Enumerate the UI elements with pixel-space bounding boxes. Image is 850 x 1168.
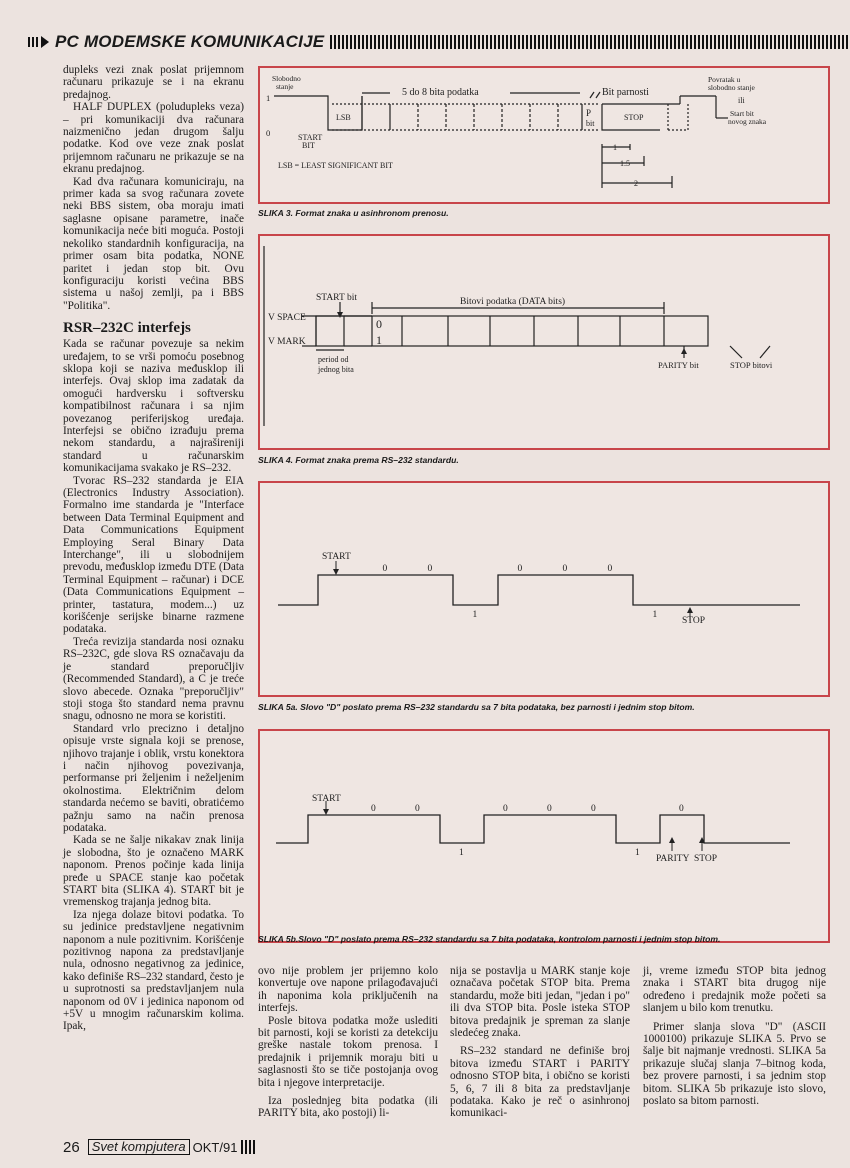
fig5a-bit-label: 0 [517,564,523,574]
fig5b-waveform [276,815,790,843]
figure-4-frame [258,234,830,450]
fig3-lsb-legend: LSB = LEAST SIGNIFICANT BIT [278,161,393,170]
paragraph: dupleks vezi znak poslat prijemnom računaru prikazuje se i na ekranu predajnog. [63,64,244,101]
fig3-start: START [298,133,323,142]
fig3-zero: 0 [266,128,271,138]
fig3-data-bits: 5 do 8 bita podatka [402,87,479,98]
fig4-start-bit: START bit [316,293,357,303]
paragraph: ovo nije problem jer prijemno kolo konvertuje ove napone prilagođavajući ih naponima kola priključenih na interfejs. [258,965,438,1015]
fig4-stop: STOP bitovi [730,360,773,370]
header-arrow-icon [41,36,49,48]
paragraph: RS–232 standard ne definiše broj bitova između START i PARITY odnosno STOP bita, i obično se koristi 5, 6, 7 ili 8 bita za predstavljanje podataka. Kako je reč o asinhronoj komunikaci- [450,1045,630,1120]
fig3-dur-2: 2 [634,179,638,188]
fig4-parity: PARITY bit [658,360,699,370]
page-footer [63,1137,257,1157]
bottom-text-column-1 [258,965,438,1133]
page-header [28,32,842,52]
fig3-parity-bit: Bit parnosti [602,87,649,98]
fig3-lsb: LSB [336,113,351,122]
fig3-stop: STOP [624,113,644,122]
figure-5b-diagram [260,731,828,941]
fig3-return-idle: slobodno stanje [708,83,755,92]
figure-5a-frame [258,481,830,697]
header-title: PC MODEMSKE KOMUNIKACIJE [55,32,325,51]
issue-label: OKT/91 [192,1139,238,1155]
fig5a-start: START [322,552,351,562]
fig5b-bit-label: 0 [547,804,552,814]
paragraph: nija se postavlja u MARK stanje koje označava početak STOP bita. Prema standardu, može biti jedan, "jedan i po" ili dva STOP bita. Posle isteka STOP bitova predajnik je spreman za slanje sledećeg znaka. [450,965,630,1040]
bottom-text-column-2 [450,965,630,1133]
fig3-dur-1: 1 [613,143,617,152]
fig5a-bit-label: 0 [607,564,613,574]
fig4-v-mark: V MARK [268,337,306,347]
fig5a-stop: STOP [682,616,706,626]
figure-3-frame [258,66,830,204]
left-text-column [63,64,245,1033]
paragraph: Tvorac RS–232 standarda je EIA (Electronics Industry Association). Formalno ime standarda je "Interface between Data Terminal Equipment and Data Communications Equipment Employing Seral Binary Data Interchange", ili u slobodnijem prevodu, međusklop između DTE (Data Terminal Equipment – računar) i DCE (Data Communications Equipment – printer, tastatura, modem...) uz korišćenje serijske binarne razmene podataka. [63,474,245,636]
fig4-data-bits: Bitovi podatka (DATA bits) [460,297,566,307]
paragraph: Posle bitova podatka može uslediti bit parnosti, koji se koristi za detekciju greške nastale tokom prenosa. I predajnik i prijemnik moraju biti u saglasnosti što se tiče postojanja ovog bita i njegove interpretacije. [258,1014,438,1089]
paragraph: Primer slanja slova "D" (ASCII 1000100) prikazuje SLIKA 5. Prvo se šalje bit najmanje vrednosti. SLIKA 5a prikazuje slučaj slanja 7–bitnog koda, bez provere parnosti, i sa jednim stop bitom. SLIKA 5b prikazuje isto slovo, poslato sa bitom parnosti. [643,1020,826,1108]
fig3-idle-label-1: Slobodno [272,74,301,83]
fig3-start-bit: BIT [302,141,315,150]
header-bars-right [330,35,850,49]
paragraph: Kad dva računara komuniciraju, na primer kada sa svog računara zovete neki BBS sistem, oba moraju imati saglasne opisane parametre, inače komunikacija neće biti moguća. Postoji nekoliko standardnih konfiguracija, na primer osam bita podatka, NONE paritet i jedan stop bit. Ovu konfiguraciju koristi većina BBS sistema u našoj zemlji, pa i BBS "Politika". [63,175,244,312]
fig4-v-space: V SPACE [268,313,306,323]
fig3-return-idle-1: Povratak u [708,75,741,84]
fig5b-start: START [312,794,341,804]
figure-4-diagram [260,236,828,448]
fig5b-bit-label: 0 [371,804,376,814]
fig5b-parity: PARITY [656,854,690,864]
fig5b-bit-label: 1 [459,848,464,858]
figure-3-caption: SLIKA 3. Format znaka u asinhronom prenosu. [258,208,449,218]
fig4-period-1: period od [318,355,349,364]
fig5a-bit-label: 0 [562,564,568,574]
fig4-zero: 0 [376,317,382,331]
header-bars-left [28,35,40,49]
fig5a-bit-label: 0 [427,564,433,574]
paragraph: Standard vrlo precizno i detaljno opisuje vrste signala koji se prenose, njihovo trajanje i oblik, vrstu konektora i način njihovog povezivanja, performanse pri željenim i neželjenim okolnostima. Električnim delom standarda nećemo se baviti, obratićemo pažnju samo na način prenosa podataka. [63,722,244,834]
fig5b-bit-label: 1 [635,848,640,858]
fig5a-waveform [278,575,800,605]
section-heading: RSR–232C interfejs [63,320,191,337]
fig5a-bit-label: 0 [382,564,388,574]
paragraph: Treća revizija standarda nosi oznaku RS–232C, gde slova RS označavaju da je standard preporučljiv (Recommended Standard), a C je treće slovo abecede. Oznaka "preporučljiv" stoji stoga što standard nema pravnu snagu, odnosno ne mora se koristiti. [63,635,244,723]
fig3-one: 1 [266,93,271,103]
fig5b-bit-label: 0 [503,804,508,814]
paragraph: Iza njega dolaze bitovi podatka. To su jedinice predstavljene negativnim naponom a nule pozitivnim. Korišćenje pozitivnog napona za predstavljanje nula, odnosno negativnog za jedinice, kako definiše RS–232 standard, često je u suprotnosti sa predstavljanjem nula naponom od 0V i jedinica naponom od +5V u mnogim računarskim kolima. Ipak, [63,908,244,1033]
fig3-dur-15: 1.5 [620,159,630,168]
figure-5b-caption: SLIKA 5b.Slovo "D" poslato prema RS–232 standardu sa 7 bita podataka, kontrolom parnosti i jednim stop bitom. [258,934,721,944]
footer-bars [241,1140,257,1154]
paragraph: Iza poslednjeg bita podatka (ili PARITY bita, ako postoji) li- [258,1095,438,1120]
paragraph: Kada se računar povezuje sa nekim uređajem, to se vrši pomoću posebnog sklopa koji se naziva međusklop ili interfejs. Ovaj sklop ima zadatak da omogući hardversku i softversku kompatibilnost računara i sa njim povezanog periferijskog uređaja. Interfejsi se obično izrađuju prema nekom standardu, a najrašireniji standard u računarskim komunikacijama svakako je RS–232. [63,338,244,475]
fig5a-bit-label: 1 [472,610,478,620]
fig3-idle-label: stanje [276,82,294,91]
fig5b-bit-label: 0 [679,804,684,814]
figure-5a-diagram [260,483,828,695]
figure-5a-caption: SLIKA 5a. Slovo "D" poslato prema RS–232 standardu sa 7 bita podataka, bez parnosti i jednim stop bitom. [258,702,695,712]
fig5b-stop: STOP [694,854,718,864]
figure-3-diagram [260,68,828,202]
fig3-next-start: novog znaka [728,117,767,126]
fig5b-bit-label: 0 [415,804,420,814]
fig3-ili: ili [738,96,745,105]
fig3-bit: bit [586,119,595,128]
page-number: 26 [63,1138,80,1156]
magazine-name: Svet kompjutera [88,1139,190,1155]
fig3-next-start-1: Start bit [730,109,754,118]
fig3-p: P [586,108,592,118]
fig4-period: jednog bita [318,365,354,374]
paragraph: ji, vreme između STOP bita jednog znaka i START bita drugog nije određeno i predajnik može početi sa slanjem u bilo kom trenutku. [643,965,826,1015]
figure-5b-frame [258,729,830,943]
fig5a-bit-label: 1 [652,610,658,620]
fig5b-bit-label: 0 [591,804,596,814]
fig4-one: 1 [376,333,382,347]
paragraph: Kada se ne šalje nikakav znak linija je slobodna, što je označeno MARK naponom. Prenos počinje kada linija pređe u SPACE stanje kao početak START bita (SLIKA 4). START bit je vremenskog trajanja jednog bita. [63,834,244,909]
bottom-text-column-3 [643,965,826,1133]
paragraph: HALF DUPLEX (poludupleks veza) – pri komunikaciji dva računara naizmenično jedan drugom šalju podatke. Kod ove veze znak poslat prijemnom računaru ne prikazuje se na ekranu predajnog. [63,101,244,176]
figure-4-caption: SLIKA 4. Format znaka prema RS–232 standardu. [258,455,459,465]
